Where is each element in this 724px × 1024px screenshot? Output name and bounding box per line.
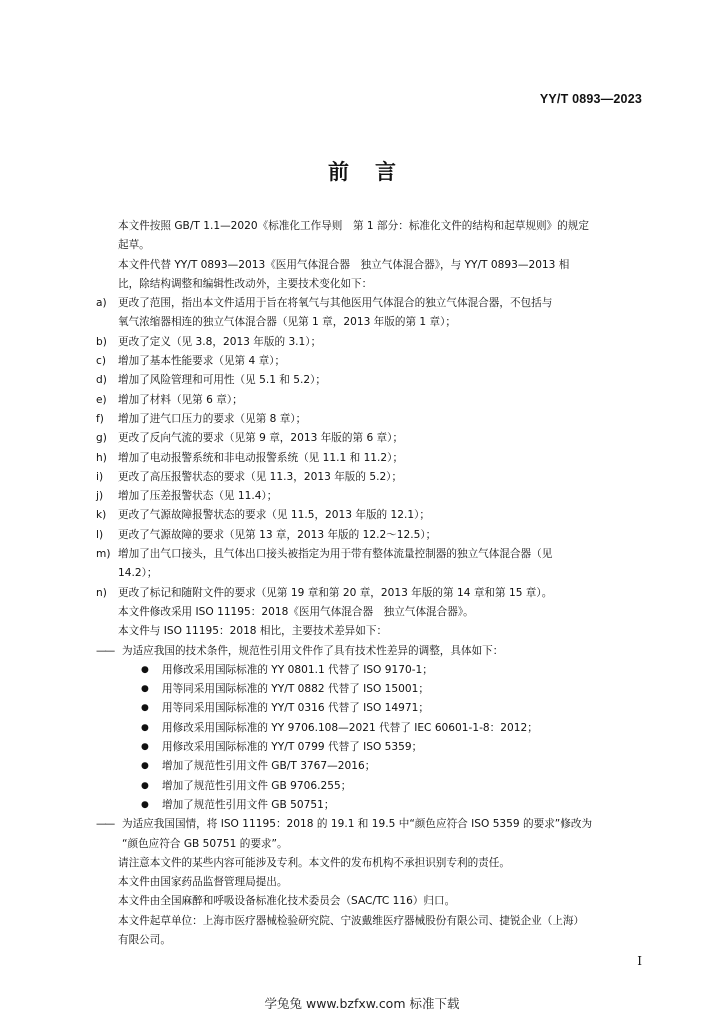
change-item: [96, 429, 658, 448]
bullet-text: 用等同采用国际标准的 YY/T 0316 代替了 ISO 14971；: [162, 702, 429, 715]
change-item-marker: h): [96, 451, 107, 464]
bullet-icon: ●: [141, 742, 149, 753]
change-item-line: 14.2）；: [118, 567, 158, 580]
change-item-line: 更改了高压报警状态的要求（见 11.3，2013 年版的 5.2）；: [118, 470, 403, 483]
dash-text-continued: “颜色应符合 GB 50751 的要求”。: [122, 837, 288, 850]
change-item-text: [118, 545, 658, 584]
change-item-text: [118, 526, 658, 545]
paragraph-line: 比，除结构调整和编辑性改动外，主要技术变化如下：: [118, 277, 373, 290]
change-item-marker: i): [96, 470, 104, 483]
change-item-marker: k): [96, 509, 107, 522]
change-item-line: 增加了基本性能要求（见第 4 章）；: [118, 355, 286, 368]
watermark-text: 学兔兔 www.bzfxw.com 标准下载: [264, 996, 460, 1011]
change-item-line: 氧气浓缩器相连的独立气体混合器（见第 1 章，2013 年版的第 1 章）；: [118, 316, 457, 329]
reference-bullet: [118, 719, 658, 738]
change-item-line: 更改了气源故障的要求（见第 13 章，2013 年版的 12.2～12.5）；: [118, 528, 437, 541]
paragraph-line: 本文件代替 YY/T 0893—2013《医用气体混合器 独立气体混合器》，与 YY/T 0893—2013 相: [118, 258, 570, 271]
change-item-text: [118, 584, 658, 603]
change-item: [96, 506, 658, 525]
managed-by: 本文件由全国麻醉和呼吸设备标准化技术委员会（SAC/TC 116）归口。: [118, 895, 456, 908]
change-item-line: 增加了进气口压力的要求（见第 8 章）；: [118, 412, 307, 425]
change-item: [96, 545, 658, 584]
change-item-marker: l): [96, 528, 104, 541]
bullet-icon: ●: [141, 684, 149, 695]
dash-marker: ——: [96, 644, 114, 657]
bullet-icon: ●: [141, 799, 149, 810]
change-item-line: 更改了标记和随附文件的要求（见第 19 章和第 20 章，2013 年版的第 14 章和第 15 章）。: [118, 586, 553, 599]
change-item-text: [118, 410, 658, 429]
dash-item-color-requirement: [96, 815, 658, 854]
bullet-text: 用修改采用国际标准的 YY 0801.1 代替了 ISO 9170-1；: [162, 663, 433, 676]
reference-bullet-list: [118, 661, 658, 815]
change-item-text: [118, 352, 658, 371]
dash-item-normative-references: [96, 642, 658, 661]
reference-bullet: [118, 699, 658, 718]
proposed-by: 本文件由国家药品监督管理局提出。: [118, 876, 288, 889]
dash-marker: ——: [96, 818, 114, 831]
bullet-text: 增加了规范性引用文件 GB 50751；: [162, 798, 335, 811]
preface-body: [96, 217, 658, 950]
change-item-text: [118, 371, 658, 390]
reference-bullet: [118, 661, 658, 680]
change-item-marker: d): [96, 374, 107, 387]
patent-notice: 请注意本文件的某些内容可能涉及专利。本文件的发布机构不承担识别专利的责任。: [118, 856, 510, 869]
paragraph-iso-adoption: [118, 603, 658, 642]
change-item-line: 更改了气源故障报警状态的要求（见 11.5，2013 年版的 12.1）；: [118, 509, 430, 522]
paragraph-line: 本文件修改采用 ISO 11195：2018《医用气体混合器 独立气体混合器》。: [118, 605, 474, 618]
change-item-marker: g): [96, 432, 107, 445]
change-item-text: [118, 506, 658, 525]
change-item: [96, 468, 658, 487]
change-item-line: 增加了材料（见第 6 章）；: [118, 393, 243, 406]
change-item-marker: c): [96, 355, 106, 368]
drafting-units: 本文件起草单位：上海市医疗器械检验研究院、宁波戴维医疗器械股份有限公司、捷锐企业（上海）: [118, 914, 585, 927]
bullet-icon: ●: [141, 664, 149, 675]
change-item: [96, 391, 658, 410]
change-item-marker: e): [96, 393, 107, 406]
change-item-marker: a): [96, 297, 107, 310]
change-item-text: [118, 487, 658, 506]
reference-bullet: [118, 796, 658, 815]
change-item: [96, 333, 658, 352]
dash-text: 为适应我国的技术条件，规范性引用文件作了具有技术性差异的调整，具体如下：: [122, 644, 504, 657]
reference-bullet: [118, 738, 658, 757]
change-item-line: 增加了风险管理和可用性（见 5.1 和 5.2）；: [118, 374, 326, 387]
change-item-line: 增加了出气口接头，且气体出口接头被指定为用于带有整体流量控制器的独立气体混合器（见: [118, 548, 553, 561]
change-item: [96, 294, 658, 333]
change-item-line: 增加了电动报警系统和非电动报警系统（见 11.1 和 11.2）；: [118, 451, 404, 464]
change-item: [96, 449, 658, 468]
change-item-text: [118, 391, 658, 410]
change-item-line: 更改了反向气流的要求（见第 9 章，2013 年版的第 6 章）；: [118, 432, 404, 445]
paragraph-drafting-rules: [118, 217, 658, 256]
bullet-icon: ●: [141, 780, 149, 791]
bullet-icon: ●: [141, 722, 149, 733]
change-item: [96, 371, 658, 390]
change-item-marker: f): [96, 412, 104, 425]
bullet-icon: ●: [141, 761, 149, 772]
change-item-text: [118, 333, 658, 352]
dash-text: 为适应我国国情，将 ISO 11195：2018 的 19.1 和 19.5 中“颜色应符合 ISO 5359 的要求”修改为: [122, 818, 593, 831]
paragraph-replacement: [118, 256, 658, 295]
reference-bullet: [118, 680, 658, 699]
change-item-text: [118, 294, 658, 333]
change-item-marker: j): [96, 490, 104, 503]
bullet-text: 增加了规范性引用文件 GB 9706.255；: [162, 779, 352, 792]
drafting-units-continued: 有限公司。: [118, 933, 171, 946]
change-item-line: 更改了范围，指出本文件适用于旨在将氧气与其他医用气体混合的独立气体混合器，不包括与: [118, 297, 553, 310]
change-item-marker: n): [96, 586, 107, 599]
bullet-icon: ●: [141, 703, 149, 714]
change-item-marker: b): [96, 335, 107, 348]
bullet-text: 用等同采用国际标准的 YY/T 0882 代替了 ISO 15001；: [162, 683, 429, 696]
reference-bullet: [118, 757, 658, 776]
bullet-text: 用修改采用国际标准的 YY 9706.108—2021 代替了 IEC 60601-1-8：2012；: [162, 721, 538, 734]
paragraph-line: 本文件与 ISO 11195：2018 相比，主要技术差异如下：: [118, 625, 388, 638]
change-item-text: [118, 449, 658, 468]
change-item-line: 更改了定义（见 3.8，2013 年版的 3.1）；: [118, 335, 322, 348]
change-item: [96, 352, 658, 371]
paragraph-line: 本文件按照 GB/T 1.1—2020《标准化工作导则 第 1 部分：标准化文件的结构和起草规则》的规定: [118, 220, 589, 232]
document-code: YY/T 0893—2023: [539, 92, 642, 106]
change-item-marker: m): [96, 548, 111, 561]
change-item-line: 增加了压差报警状态（见 11.4）；: [118, 490, 278, 503]
change-item: [96, 526, 658, 545]
closing-paragraphs: [118, 854, 658, 950]
paragraph-line: 起草。: [118, 239, 150, 252]
bullet-text: 用修改采用国际标准的 YY/T 0799 代替了 ISO 5359；: [162, 741, 423, 754]
page-number: I: [637, 954, 642, 968]
technical-changes-list: [96, 294, 658, 603]
bullet-text: 增加了规范性引用文件 GB/T 3767—2016；: [162, 760, 376, 773]
reference-bullet: [118, 777, 658, 796]
change-item: [96, 584, 658, 603]
change-item: [96, 410, 658, 429]
change-item: [96, 487, 658, 506]
change-item-text: [118, 468, 658, 487]
change-item-text: [118, 429, 658, 448]
page-title: 前言: [328, 159, 422, 184]
